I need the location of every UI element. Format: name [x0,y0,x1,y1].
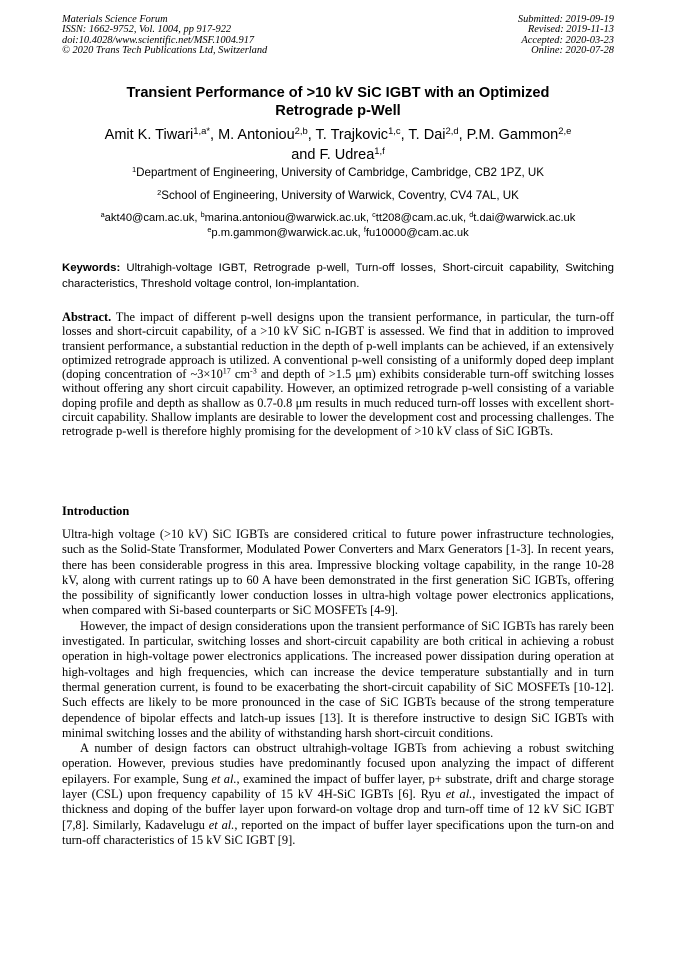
email-address[interactable]: fu10000@cam.ac.uk [365,226,469,239]
affiliation-1 [62,166,614,180]
paragraph-text: , examined the impact of buffer layer, p+ substrate, drift and charge storage layer (CSL) upon frequency capability of 15 kV 4H-SiC IGBTs [6]. Ryu [62,771,614,802]
journal-issn: ISSN: 1662-9752, Vol. 1004, pp 917-922 [62,24,232,36]
author-list [62,125,614,165]
journal-info [62,15,267,56]
affiliation-mark: 2 [157,187,162,197]
abstract-label: Abstract. [62,310,112,324]
author-separator: , [307,127,316,143]
date-revised: Revised: 2019-11-13 [527,24,614,36]
paper-title [62,84,614,120]
paragraph: Ultra-high voltage (>10 kV) SiC IGBTs are considered critical to future power infrastructure technologies, such as the Solid-State Transformer, Modulated Power Converters and Marx Generators [1-3]. In recent years, there has been considerable progress in this area. Impressive blocking voltage capability, in the range 10-28 kV, along with current ratings up to 60 A have been demonstrated in the first generation SiC IGBTs, offering the possibility of significantly lower conduction losses in ultra-high voltage power electronics applications, when compared with Si-based counterparts or SiC MOSFETs [4-9]. [62,527,614,618]
email-mark: c [372,210,376,219]
introduction-body [62,527,614,848]
date-online: Online: 2020-07-28 [531,44,614,56]
keywords-label: Keywords: [62,262,121,274]
abstract-text: and depth of >1.5 μm) exhibits considerable turn-off switching losses without offering any short circuit capability. However, an optimized retrograde p-well consisting of a variable doping profile and depth as shallow as 0.7-0.8 μm results in much reduced turn-off losses with excellent short-circuit capability. Shallow implants are desirable to lower the development cost and processing challenges. The retrograde p-well is therefore highly promising for the development of >10 kV class of SiC IGBTs. [62,367,614,439]
author-name: P.M. Gammon [466,127,559,143]
author-affiliation-mark: 2,e [558,124,572,136]
author-line-2 [62,145,614,165]
journal-name: Materials Science Forum [62,14,168,25]
email-mark: e [207,224,212,234]
date-submitted: Submitted: 2019-09-19 [517,14,614,25]
abstract-text: cm [230,367,251,382]
exponent: -3 [250,366,257,376]
affiliation-2 [62,189,614,203]
keywords-block [62,261,614,292]
author-affiliation-mark: 2,d [445,124,459,136]
email-mark: d [469,210,474,219]
email-list [62,211,614,240]
keywords-text: Ultrahigh-voltage IGBT, Retrograde p-well, Turn-off losses, Short-circuit capability, Switching characteristics, Threshold voltage control, Ion-implantation. [62,262,614,290]
section-heading-introduction: Introduction [62,504,130,518]
paragraph-text: , reported on the impact of buffer layer specifications upon the turn-on and turn-off characteristics of 15 kV SiC IGBT [9]. [62,817,614,847]
author-separator: , [210,127,219,143]
email-address[interactable]: akt40@cam.ac.uk, [104,212,201,224]
exponent: 17 [222,366,231,376]
email-address[interactable]: t.dai@warwick.ac.uk [473,212,576,224]
author-name: Amit K. Tiwari [104,127,194,143]
title-line-2: Retrograde p-Well [275,103,401,119]
email-line-2 [62,226,614,241]
author-affiliation-mark: 1,f [374,144,385,156]
et-al: et al. [445,787,473,802]
author-name: M. Antoniou [218,127,295,143]
author-affiliation-mark: 2,b [294,124,308,136]
paragraph: However, the impact of design considerations upon the transient performance of SiC IGBTs has rarely been investigated. In particular, switching losses and short-circuit capability are both critical in achieving a robust operation in high-voltage power electronics applications. The increased power dissipation during operation at high-voltages and high frequencies, which can increase the device temperature substantially and in turn thermal generation current, is found to be exacerbating the short-circuit capability of SiC MOSFETs [10-12]. Such effects are likely to be more pronounced in the case of SiC IGBTs because of the strong temperature dependence of bipolar effects and latch-up issues [13]. It is therefore instructive to design SiC IGBTs with minimal switching losses and the ability of withstanding harsh short-circuit conditions. [62,618,614,740]
email-mark: a [100,210,105,219]
journal-doi: doi:10.4028/www.scientific.net/MSF.1004.917 [62,34,255,46]
journal-copyright: © 2020 Trans Tech Publications Ltd, Switzerland [62,44,268,56]
author-conjunction: and [291,147,320,163]
abstract-block [62,310,614,439]
author-name: T. Dai [408,127,446,143]
paragraph [62,741,614,848]
author-affiliation-mark: 1,a* [193,124,211,136]
paragraph-text: A number of design factors can obstruct ultrahigh-voltage IGBTs from achieving a robust switching operation. However, previous studies have predominantly focused upon analyzing the impact of different epilayers. For example, Sung [62,741,614,786]
email-mark: f [363,224,366,234]
author-separator: , [400,127,409,143]
et-al: et al. [211,771,237,786]
author-line-1 [62,125,614,145]
affiliation-text: School of Engineering, University of Warwick, Coventry, CV4 7AL, UK [161,189,519,202]
title-line-1: Transient Performance of >10 kV SiC IGBT with an Optimized [126,85,550,101]
author-name: T. Trajkovic [315,127,389,143]
email-address[interactable]: tt208@cam.ac.uk, [375,212,470,224]
et-al: et al. [208,817,235,832]
author-affiliation-mark: 1,c [388,124,401,136]
abstract-text: The impact of different p-well designs upon the transient performance, in particular, the turn-off losses and short-circuit capability, of a >10 kV SiC n-IGBT is assessed. We find that in addition to improved transient performance, a substantial reduction in the depth of p-well implants can be achieved, if an extensively optimized retrograde approach is utilized. A conventional p-well consisting of a uniformly doped deep implant (doping concentration of ~3×10 [62,310,614,382]
email-mark: b [200,210,205,219]
email-address[interactable]: marina.antoniou@warwick.ac.uk, [204,212,373,224]
author-separator: , [458,127,467,143]
email-line-1 [62,211,614,226]
publication-dates [518,15,614,56]
email-address[interactable]: p.m.gammon@warwick.ac.uk, [211,226,364,239]
date-accepted: Accepted: 2020-03-23 [521,34,614,46]
author-name: F. Udrea [319,147,375,163]
paragraph-text: , investigated the impact of thickness and doping of the buffer layer upon forward-on voltage drop and turn-off time of 12 kV SiC IGBT [7,8]. Similarly, Kadavelugu [62,787,614,832]
affiliation-mark: 1 [131,164,137,174]
affiliation-text: Department of Engineering, University of Cambridge, Cambridge, CB2 1PZ, UK [136,166,545,179]
